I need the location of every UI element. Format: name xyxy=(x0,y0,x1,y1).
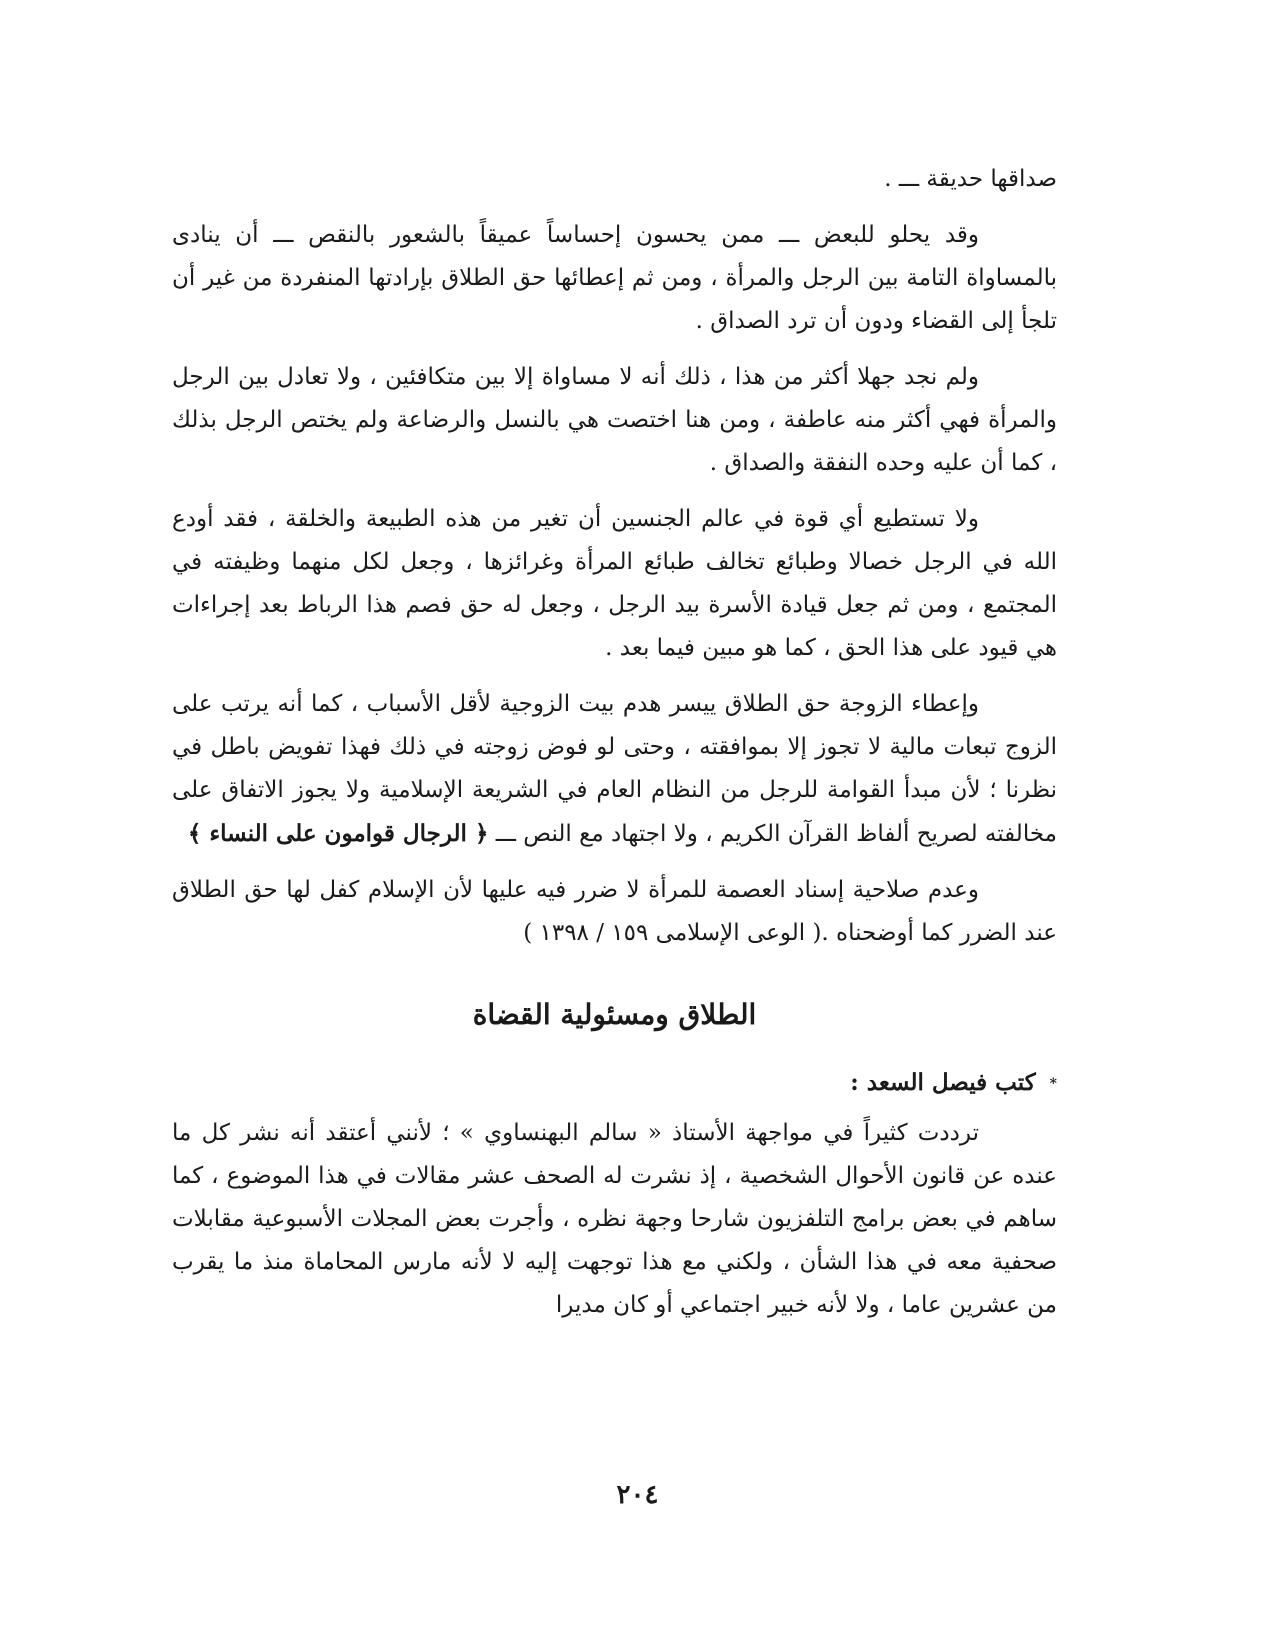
section-title: الطلاق ومسئولية القضاة xyxy=(472,998,757,1031)
paragraph-equality-claim: وقد يحلو للبعض ـــ ممن يحسون إحساساً عميقاً بالشعور بالنقص ـــ أن ينادى بالمساواة التامة بين الرجل والمرأة ، ومن ثم إعطائها حق الطلاق بإرادتها المنفردة من غير أن تلجأ إلى القضاء ودون أن ترد الصداق . xyxy=(172,222,1057,334)
page-number: ٢٠٤ xyxy=(616,1480,659,1510)
paragraph-divorce-right-text: وإعطاء الزوجة حق الطلاق ييسر هدم بيت الزوجية لأقل الأسباب ، كما أنه يرتب على الزوج تبعات مالية لا تجوز إلا بموافقته ، وحتى لو فوض زوجته في ذلك فهذا تفويض باطل في نظرنا ؛ لأن مبدأ القوامة للرجل من النظام العام في الشريعة الإسلامية ولا يجوز الاتفاق على مخالفته لصريح ألفاظ القرآن الكريم ، ولا اجتهاد مع النص ـــ xyxy=(172,691,1057,847)
paragraph-continuation: صداقها حديقة ـــ . xyxy=(884,166,1057,192)
author-byline xyxy=(172,1063,1057,1104)
paragraph-nature: ولا تستطيع أي قوة في عالم الجنسين أن تغير من هذه الطبيعة والخلقة ، فقد أودع الله في الرجل خصالا وطبائع تخالف طبائع المرأة وغرائزها ، وجعل لكل منهما وظيفته في المجتمع ، ومن ثم جعل قيادة الأسرة بيد الرجل ، وجعل له حق فصم هذا الرباط بعد إجراءات هي قيود على هذا الحق ، كما هو مبين فيما بعد . xyxy=(172,506,1057,661)
paragraph-conclusion: وعدم صلاحية إسناد العصمة للمرأة لا ضرر فيه عليها لأن الإسلام كفل لها حق الطلاق عند الضرر كما أوضحناه .( الوعى الإسلامى ١٥٩ / ١٣٩٨ ) xyxy=(172,877,1057,946)
quran-quote: ﴿ الرجال قوامون على النساء ﴾ xyxy=(187,820,489,847)
page-content xyxy=(172,158,1057,1340)
paragraph-section-body: ترددت كثيراً في مواجهة الأستاذ « سالم البهنساوي » ؛ لأنني أعتقد أنه نشر كل ما عنده عن قانون الأحوال الشخصية ، إذ نشرت له الصحف عشر مقالات في هذا الموضوع ، كما ساهم في بعض برامج التلفزيون شارحا وجهة نظره ، وأجرت بعض المجلات الأسبوعية مقابلات صحفية معه في هذا الشأن ، ولكني مع هذا توجهت إليه لا لأنه مارس المحاماة منذ ما يقرب من عشرين عاما ، ولا لأنه خبير اجتماعي أو كان مديرا xyxy=(172,1120,1057,1318)
asterisk-icon: * xyxy=(1049,1076,1057,1092)
paragraph-divorce-right xyxy=(172,683,1057,856)
author-byline-text: كتب فيصل السعد : xyxy=(850,1069,1036,1096)
paragraph-no-equality: ولم نجد جهلا أكثر من هذا ، ذلك أنه لا مساواة إلا بين متكافئين ، ولا تعادل بين الرجل والمرأة فهي أكثر منه عاطفة ، ومن هنا اختصت هي بالنسل والرضاعة ولم يختص الرجل بذلك ، كما أن عليه وحده النفقة والصداق . xyxy=(172,364,1057,476)
